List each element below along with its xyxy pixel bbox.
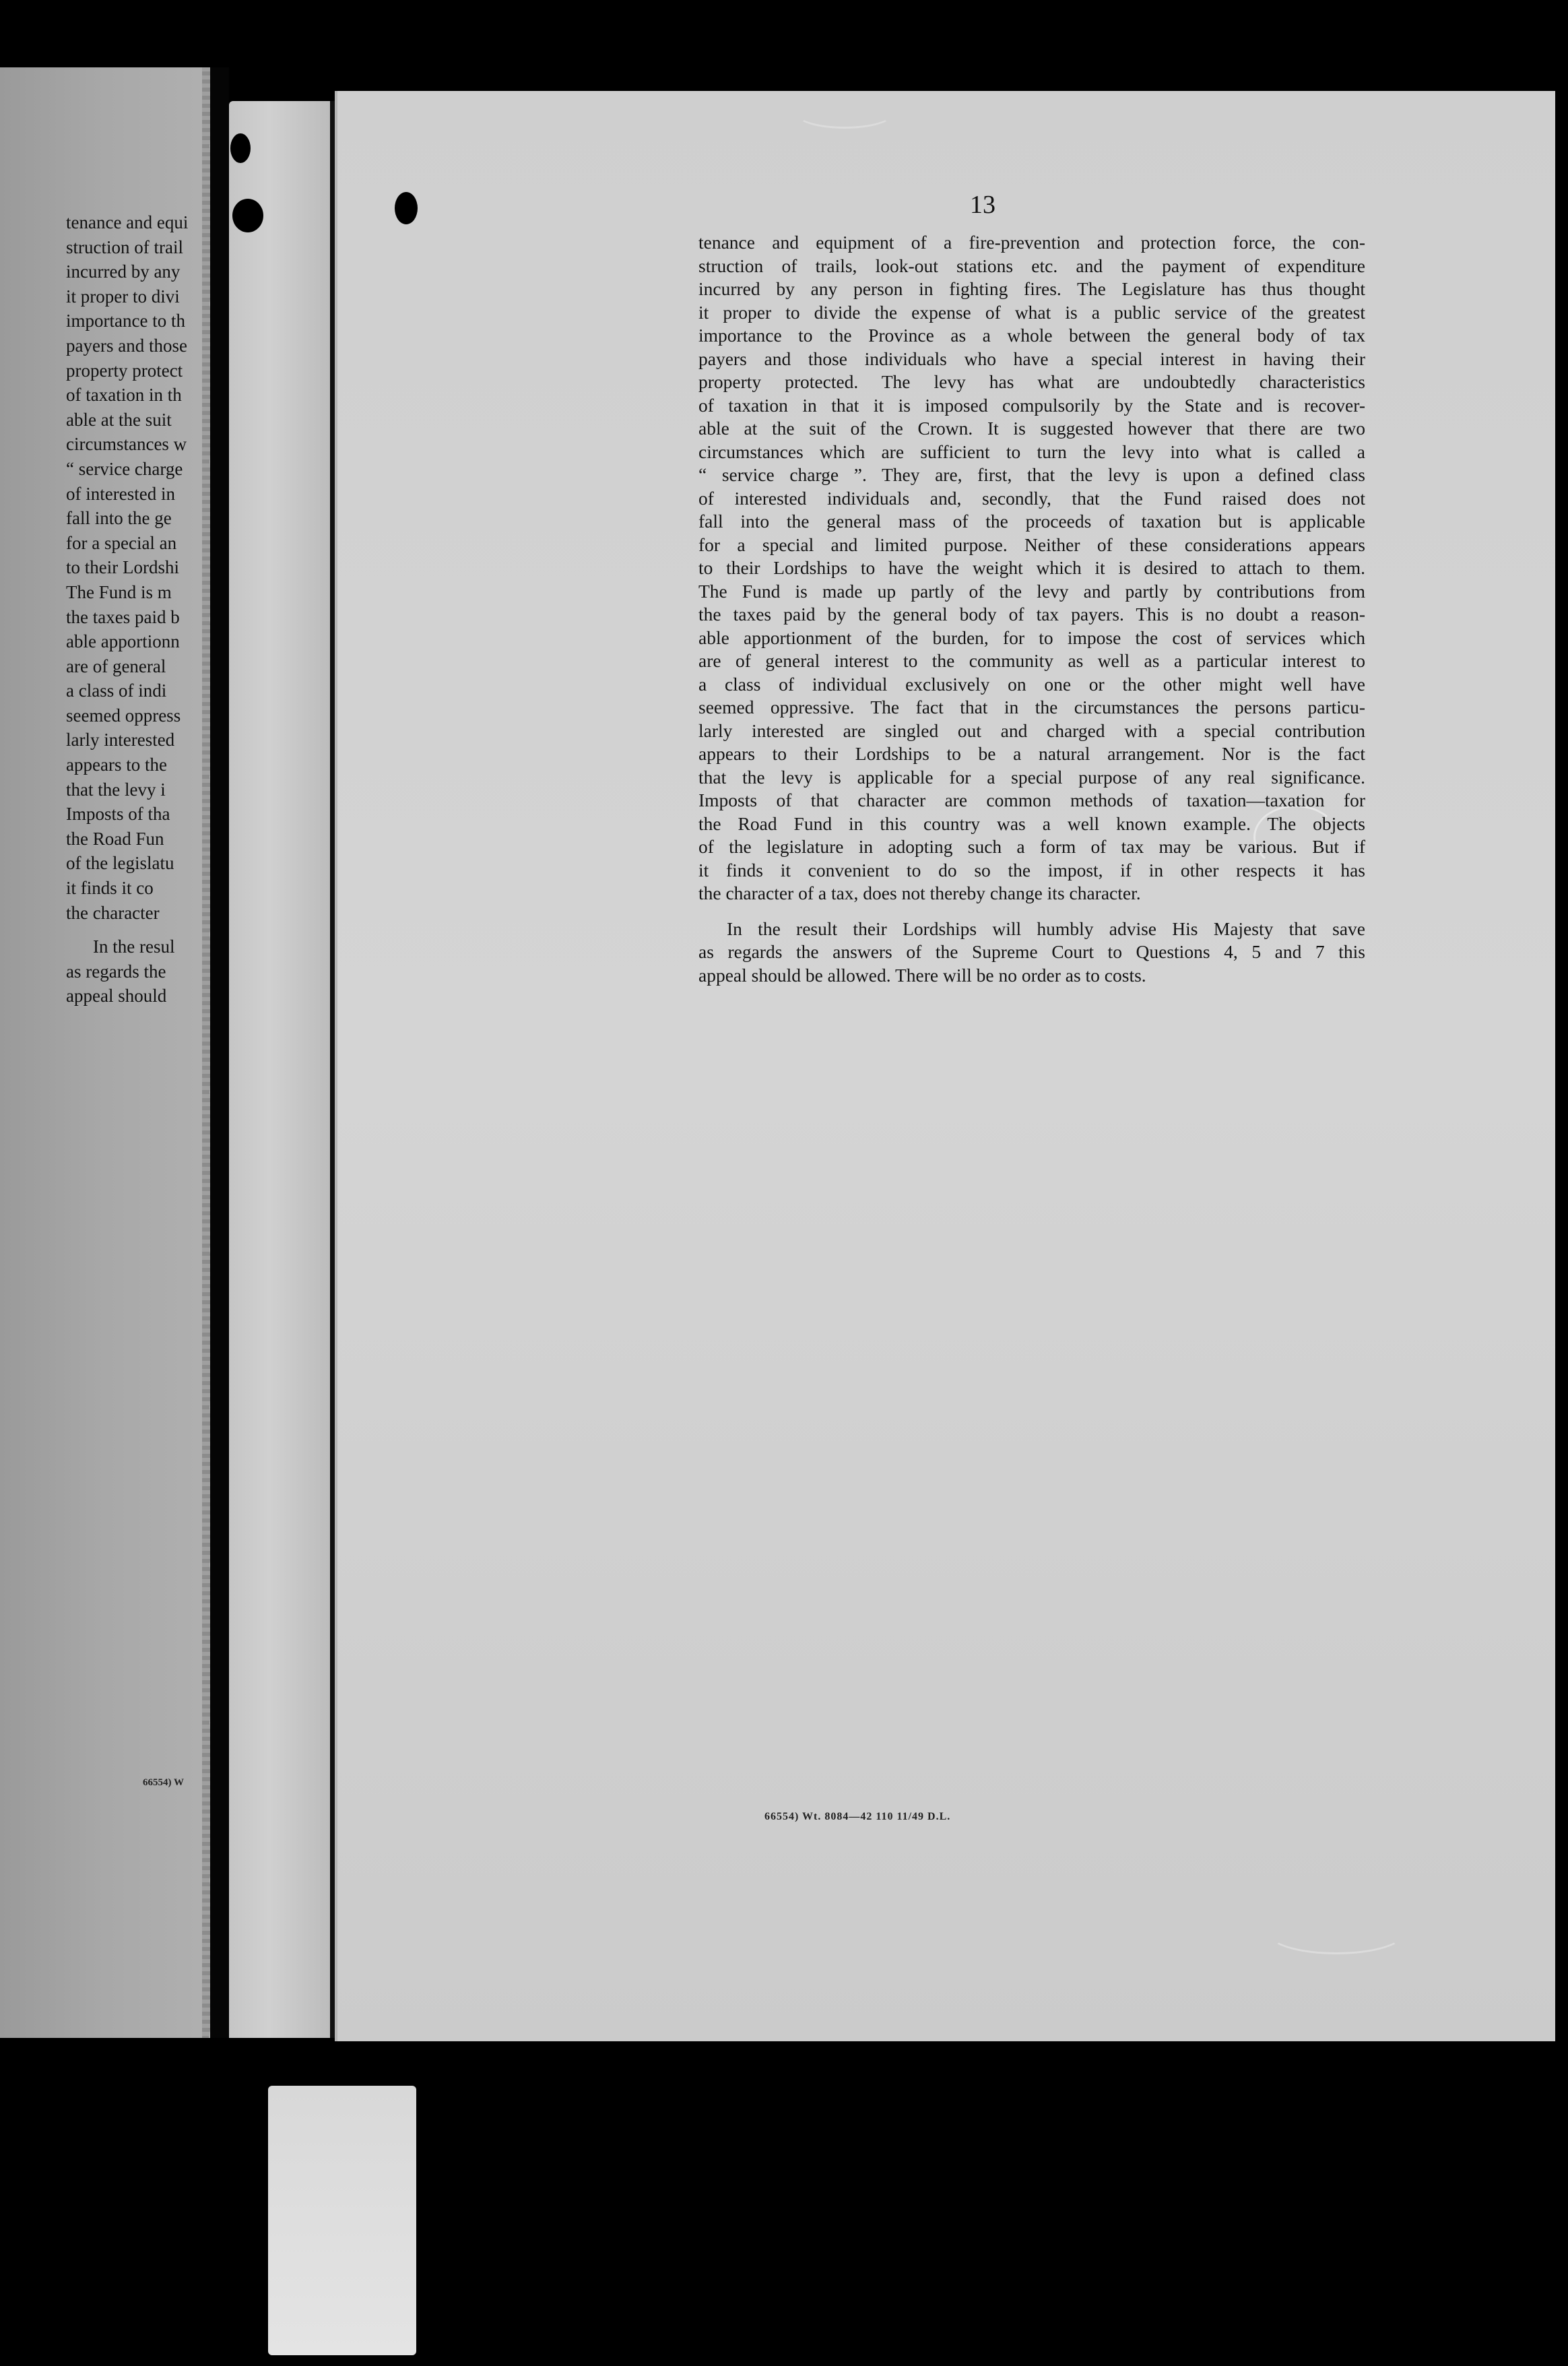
text-line: it finds it convenient to do so the impost, if in other respects it has — [698, 859, 1365, 881]
text-line: payers and those individuals who have a special interest in having their — [698, 348, 1365, 369]
left-text-line: incurred by any — [66, 261, 181, 282]
text-line: that the levy is applicable for a special purpose of any real significance. — [698, 766, 1365, 788]
film-label-card — [268, 2086, 416, 2355]
text-line: a class of individual exclusively on one or the other might well have — [698, 673, 1365, 695]
text-line: able apportionment of the burden, for to impose the cost of services which — [698, 627, 1365, 648]
left-text-line: tenance and equi — [66, 212, 189, 232]
left-text-line: that the levy i — [66, 779, 166, 800]
text-line: “ service charge ”. They are, first, that the levy is upon a defined class — [698, 464, 1365, 485]
left-text-line: of interested in — [66, 483, 175, 504]
folded-page-strip — [229, 101, 330, 2038]
text-line: tenance and equipment of a fire-prevention and protection force, the con- — [698, 232, 1365, 253]
text-line: of the legislature in adopting such a form of tax may be various. But if — [698, 836, 1365, 857]
left-text-line: to their Lordshi — [66, 557, 179, 578]
left-text-line: fall into the ge — [66, 508, 172, 529]
text-line: appeal should be allowed. There will be no order as to costs. — [698, 964, 1146, 986]
left-text-line: the character — [66, 902, 160, 923]
left-text-line: able apportionn — [66, 631, 180, 652]
left-page-fragment — [0, 67, 210, 2038]
left-text-line: the Road Fun — [66, 828, 164, 849]
left-text-line: property protect — [66, 360, 183, 381]
pen-mark-bottom — [1267, 1910, 1406, 1954]
text-line: the character of a tax, does not thereby change its character. — [698, 883, 1141, 903]
text-line: the Road Fund in this country was a well known example. The objects — [698, 812, 1365, 834]
text-line: of interested individuals and, secondly, that the Fund raised does not — [698, 487, 1365, 509]
text-line: incurred by any person in fighting fires. The Legislature has thus thought — [698, 278, 1365, 299]
text-line: it proper to divide the expense of what is a public service of the greatest — [698, 301, 1365, 323]
left-text-line: it finds it co — [66, 878, 154, 899]
text-line: to their Lordships to have the weight which it is desired to attach to them. — [698, 557, 1365, 578]
left-text-line: seemed oppress — [66, 705, 181, 726]
text-line: for a special and limited purpose. Neither of these considerations appears — [698, 534, 1365, 555]
left-text-line: able at the suit — [66, 409, 172, 430]
text-line: The Fund is made up partly of the levy and partly by contributions from — [698, 580, 1365, 602]
text-line: the taxes paid by the general body of tax payers. This is no doubt a reason- — [698, 604, 1365, 625]
left-text-line: it proper to divi — [66, 286, 180, 307]
left-text-line: the taxes paid b — [66, 606, 180, 627]
left-text-line: In the resul — [93, 936, 175, 957]
text-line: appears to their Lordships to be a natural arrangement. Nor is the fact — [698, 743, 1365, 764]
text-line: as regards the answers of the Supreme Court to Questions 4, 5 and 7 this — [698, 941, 1365, 962]
left-text-line: struction of trail — [66, 236, 183, 257]
text-line: importance to the Province as a whole between the general body of tax — [698, 325, 1365, 346]
text-line: seemed oppressive. The fact that in the circumstances the persons particu- — [698, 697, 1365, 717]
left-text-line: of the legislatu — [66, 853, 174, 874]
text-line: fall into the general mass of the proceeds of taxation but is applicable — [698, 511, 1365, 532]
left-text-line: Imposts of tha — [66, 804, 170, 825]
punch-hole-left — [230, 133, 251, 163]
text-line: are of general interest to the community as well as a particular interest to — [698, 650, 1365, 671]
left-text-line: appeal should — [66, 986, 167, 1006]
punch-hole-left-2 — [232, 199, 263, 232]
left-text-line: of taxation in th — [66, 385, 182, 406]
left-page-footer: 66554) W — [143, 1777, 184, 1788]
left-text-line: for a special an — [66, 532, 177, 553]
left-text-line: appears to the — [66, 755, 167, 775]
text-line: In the result their Lordships will humbly advise His Majesty that save — [727, 918, 1365, 939]
text-line: struction of trails, look-out stations etc. and the payment of expenditure — [698, 255, 1365, 276]
left-text-line: payers and those — [66, 335, 187, 356]
punch-hole-main — [395, 192, 418, 224]
left-page-text — [66, 210, 210, 1009]
print-footer-code: 66554) Wt. 8084—42 110 11/49 D.L. — [764, 1811, 951, 1822]
left-text-line: as regards the — [66, 961, 166, 982]
paragraph-2 — [698, 918, 1365, 988]
left-text-line: are of general — [66, 656, 166, 676]
left-text-line: importance to th — [66, 311, 185, 331]
left-text-line: circumstances w — [66, 434, 187, 455]
left-text-line: larly interested — [66, 730, 175, 750]
text-line: of taxation in that it is imposed compulsorily by the State and is recover- — [698, 394, 1365, 416]
pen-mark-top — [795, 98, 894, 129]
left-text-line: a class of indi — [66, 680, 167, 701]
text-line: property protected. The levy has what are undoubtedly characteristics — [698, 371, 1365, 392]
paragraph-1 — [698, 231, 1365, 905]
binding-gap — [210, 67, 229, 2038]
left-text-line: The Fund is m — [66, 581, 172, 602]
text-line: Imposts of that character are common methods of taxation—taxation for — [698, 790, 1365, 810]
text-line: able at the suit of the Crown. It is suggested however that there are two — [698, 418, 1365, 439]
page-number: 13 — [970, 191, 995, 219]
body-text — [698, 231, 1365, 987]
left-text-line: “ service charge — [66, 458, 183, 479]
text-line: larly interested are singled out and charged with a special contribution — [698, 720, 1365, 741]
text-line: circumstances which are sufficient to turn the levy into what is called a — [698, 441, 1365, 462]
